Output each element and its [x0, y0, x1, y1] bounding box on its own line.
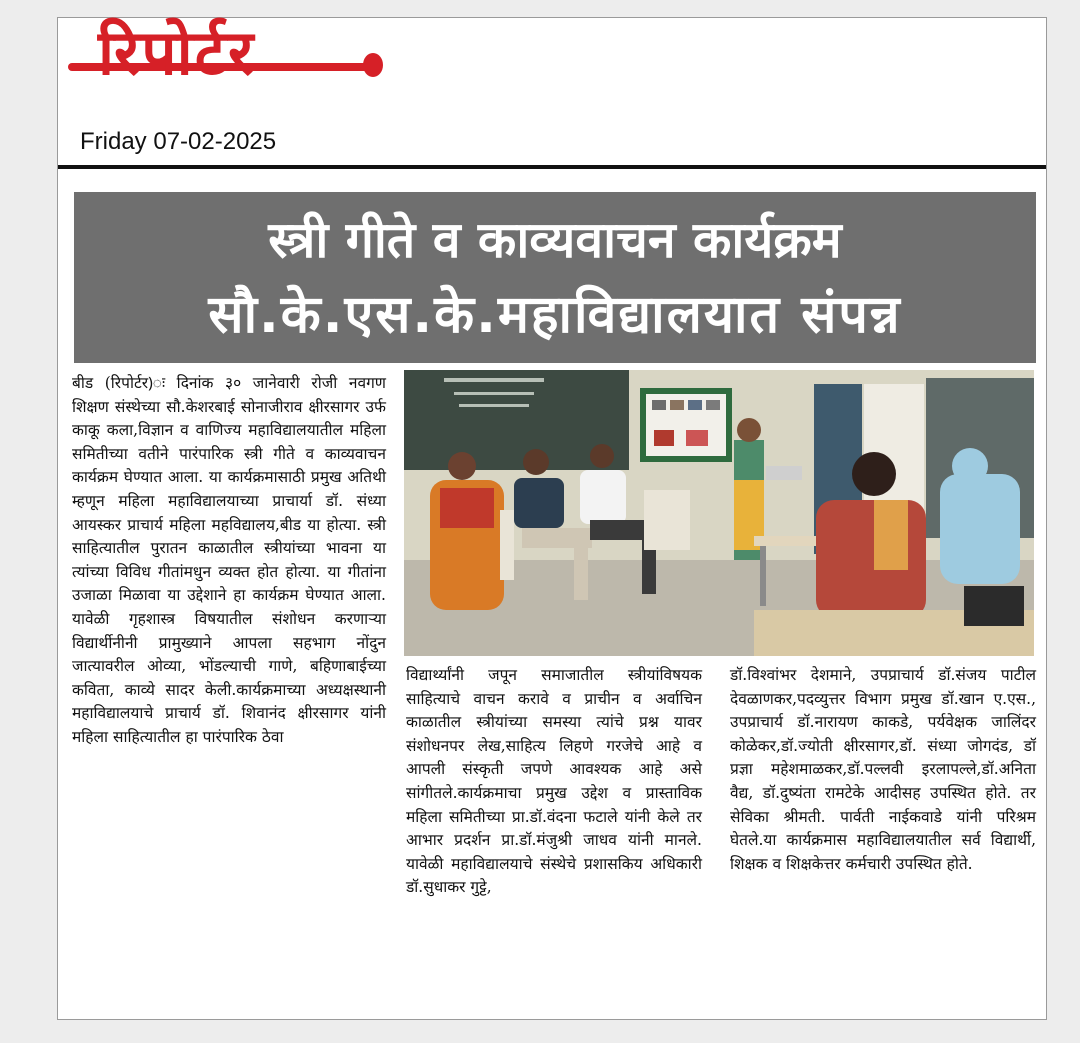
masthead-divider	[58, 165, 1046, 169]
article-column-3	[730, 664, 1036, 876]
headline-line-1: स्त्री गीते व काव्यवाचन कार्यक्रम	[268, 211, 842, 269]
article-text-col3: डॉ.विश्वांभर देशमाने, उपप्राचार्य डॉ.संजय पाटील देवळाणकर,पदव्युत्तर विभाग प्रमुख डॉ.खान ए.एस., उपप्राचार्य डॉ.नारायण काकडे, पर्यवेक्षक जालिंदर कोळेकर,डॉ.ज्योती क्षीरसागर,डॉ. संध्या जोगदंड, डॉ प्रज्ञा महेशमाळकर,डॉ.पल्लवी इरलापल्ले,डॉ.अनिता वैद्य, डॉ.दुष्यंता रामटेके आदीसह उपस्थित होते. तर सेविका श्रीमती. पार्वती नाईकवाडे यांनी परिश्रम घेतले.या कार्यक्रमास महाविद्यालयातील सर्व विद्यार्थी, शिक्षक व शिक्षकेत्तर कर्मचारी उपस्थित होते.	[730, 666, 1036, 873]
newspaper-clipping	[57, 17, 1047, 1020]
event-photo	[404, 370, 1034, 656]
article-text-col1: बीड (रिपोर्टर)ः दिनांक ३० जानेवारी रोजी नवगण शिक्षण संस्थेच्या सौ.केशरबाई सोनाजीराव क्षीरसागर उर्फ काकू कला,विज्ञान व वाणिज्य महाविद्यालयातील महिला समितीच्या वतीने पारंपारिक स्त्री गीते व काव्यवाचन कार्यक्रम घेण्यात आला. या कार्यक्रमासाठी प्रमुख अतिथी म्हणून महिला महाविद्यालयाच्या प्राचार्या डॉ. संध्या आयस्कर प्राचार्य महिला महविद्यालय,बीड या होत्या. स्त्री साहित्यातील पुरातन काळातील स्त्रीयांच्या भावना या त्यांच्या विविध गीतांमधुन व्यक्त होत होत्या. या गीतांना उजाळा मिळावा या उद्देशाने हा कार्यक्रम घेण्यात आला. यावेळी गृहशास्त्र विषयातील संशोधन करणाऱ्या विद्यार्थीनीनी प्रामुख्याने आपला सहभाग नोंदुन जात्यावरील ओव्या, भोंडल्याची गाणे, बहिणाबाईच्या कविता, काव्ये सादर केली.कार्यक्रमाच्या अध्यक्षस्थानी महाविद्यालयाचे प्राचार्य डॉ. शिवानंद क्षीरसागर यांनी महिला साहित्यातील हा पारंपारिक ठेवा	[72, 374, 386, 746]
classroom-scene-image	[404, 370, 1034, 656]
newspaper-logo: रिपोर्टर	[98, 16, 256, 89]
article-column-2	[406, 664, 702, 900]
logo-pen-nib-icon	[363, 53, 383, 77]
masthead	[58, 18, 1046, 168]
article-text-col2: विद्यार्थ्यांनी जपून समाजातील स्त्रीयांविषयक साहित्याचे वाचन करावे व प्राचीन व अर्वाचिन काळातील स्त्रीयांच्या समस्या त्यांचे प्रश्न यावर संशोधनपर लेख,साहित्य लिहणे गरजेचे आहे व आपली संस्कृती जपणे आवश्यक आहे असे सांगीतले.कार्यक्रमाचा प्रमुख उद्देश व प्रास्ताविक महिला समितीच्या प्रा.डॉ.वंदना फटाले यांनी केले तर आभार प्रदर्शन प्रा.डॉ.मंजुश्री जाधव यांनी मानले. यावेळी महाविद्यालयाचे संस्थेचे प्रशासकिय अधिकारी डॉ.सुधाकर गुट्टे,	[406, 666, 702, 897]
issue-date: Friday 07-02-2025	[80, 128, 277, 155]
headline-banner	[74, 192, 1036, 363]
article-column-1	[72, 372, 386, 750]
headline-line-2: सौ.के.एस.के.महाविद्यालयात संपन्न	[208, 285, 902, 345]
